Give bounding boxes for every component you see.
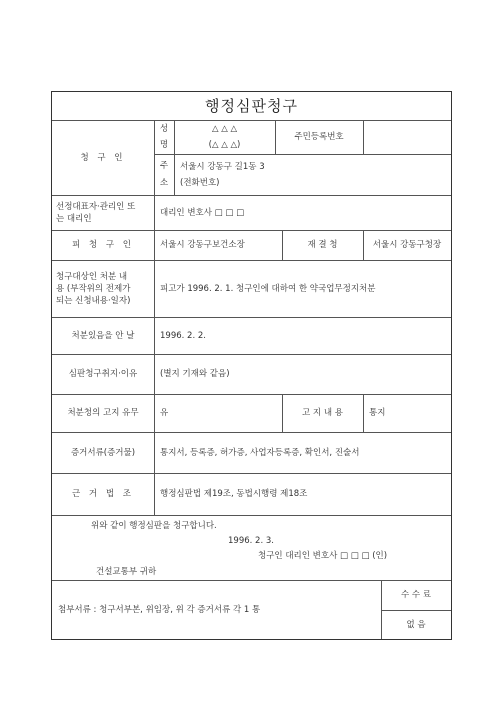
known-date-label: 처분있음을 안 날 [71, 330, 135, 341]
name-label-2: 명 [159, 140, 169, 150]
disposition-label-line3: 되는 신청내용·일자) [56, 295, 131, 306]
resident-no-label: 주민등록번호 [294, 132, 344, 142]
attachments-value: 첨부서류 : 청구서부본, 위임장, 위 각 증거서류 각 1 통 [58, 604, 261, 615]
ruling-agency-label: 재 결 청 [307, 240, 338, 250]
name-value [174, 120, 275, 154]
evidence-value: 통지서, 등록증, 허가증, 사업자등록증, 확인서, 진술서 [160, 447, 360, 458]
representative-label-line2: 는 대리인 [56, 213, 92, 224]
resident-no-value [363, 120, 451, 154]
representative-label [56, 195, 154, 230]
notice-content-label: 고 지 내 용 [302, 408, 343, 418]
known-date-value: 1996. 2. 2. [160, 330, 206, 341]
ruling-agency-value: 서울시 강동구청장 [372, 240, 442, 250]
notice-value: 유 [160, 408, 169, 418]
representative-value: 대리인 변호사 □ □ □ [160, 207, 245, 218]
disposition-label-line1: 청구대상인 처분 내 [56, 271, 128, 282]
address-label-1: 주 [159, 161, 169, 171]
notice-content-value: 통지 [369, 408, 386, 418]
disposition-value: 피고가 1996. 2. 1. 청구인에 대하여 한 약국업무정지처분 [160, 283, 376, 294]
notice-label: 처분청의 고지 유무 [67, 408, 139, 418]
claimant-label: 청 구 인 [80, 152, 126, 163]
address-value [180, 154, 451, 195]
purpose-value: (별지 기재와 같음) [160, 369, 230, 379]
name-label-1: 성 [159, 124, 169, 134]
rule [52, 515, 451, 516]
purpose-label: 심판청구취지·이유 [68, 369, 138, 379]
fee-value: 없 음 [406, 619, 426, 630]
representative-label-line1: 선정대표자·관리인 또 [56, 201, 136, 212]
name-label [154, 120, 174, 154]
address-line: 서울시 강동구 길1동 3 [180, 161, 265, 172]
respondent-label: 피 청 구 인 [72, 240, 134, 250]
address-label [154, 154, 174, 195]
fee-label: 수 수 료 [400, 590, 432, 600]
address-label-2: 소 [159, 178, 169, 188]
name-value-2: (△ △ △) [208, 140, 241, 150]
appeal-form [51, 91, 452, 640]
declaration-recipient: 건설교통부 귀하 [96, 567, 157, 577]
disposition-label-line2: 용 (부작위의 전제가 [56, 283, 131, 294]
legal-basis-label: 근 거 법 조 [72, 489, 134, 499]
declaration-date: 1996. 2. 3. [228, 536, 274, 546]
respondent-value: 서울시 강동구보건소장 [160, 240, 245, 250]
declaration-statement: 위와 같이 행정심판을 청구합니다. [91, 521, 217, 531]
legal-basis-value: 행정심판법 제19조, 동법시행령 제18조 [160, 489, 308, 499]
name-value-1: △ △ △ [211, 124, 237, 134]
declaration-signer: 청구인 대리인 변호사 □ □ □ (인) [258, 551, 388, 561]
evidence-label: 증거서류(증거물) [70, 447, 136, 458]
disposition-label [56, 260, 154, 317]
phone-line: (전화번호) [180, 177, 220, 188]
form-title: 행정심판청구 [205, 97, 298, 115]
